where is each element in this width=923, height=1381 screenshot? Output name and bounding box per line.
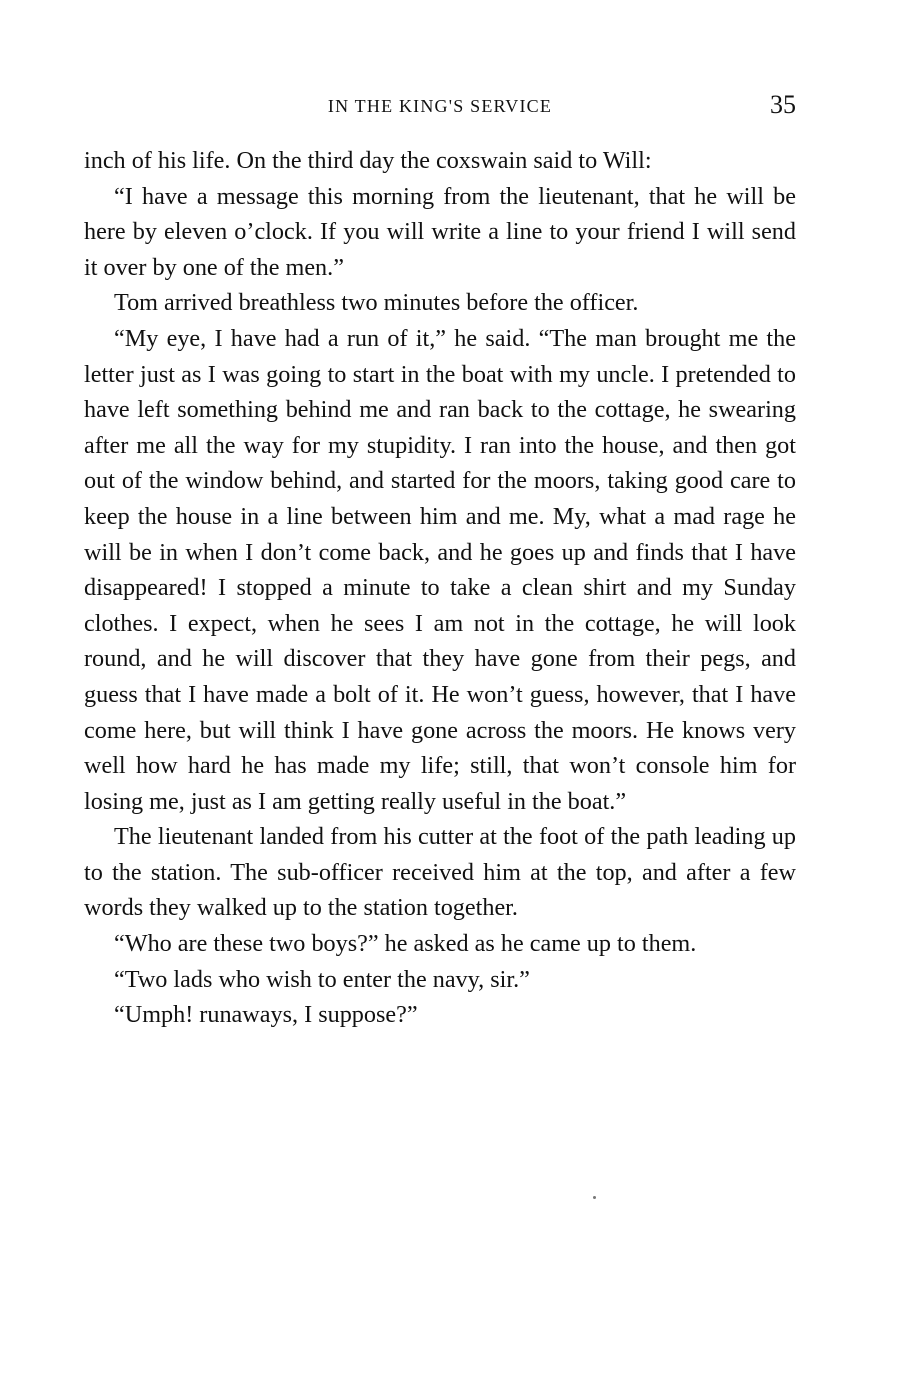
body-text — [84, 143, 796, 1033]
paragraph-tom-speech: “My eye, I have had a run of it,” he said. “The man brought me the letter just as I was going to start in the boat with my uncle. I pretended to have left something behind me and ran back to the cottage, he swearing after me all the way for my stupidity. I ran into the house, and then got out of the window behind, and started for the moors, taking good care to keep the house in a line between him and me. My, what a mad rage he will be in when I don’t come back, and he goes up and finds that I have disappeared! I stopped a minute to take a clean shirt and my Sunday clothes. I expect, when he sees I am not in the cottage, he will look round, and he will discover that they have gone from their pegs, and guess that I have made a bolt of it. He won’t guess, however, that I have come here, but will think I have gone across the moors. He knows very well how hard he has made my life; still, that won’t console him for losing me, just as I am getting really useful in the boat.” — [84, 324, 796, 815]
paragraph-lieutenant-lands: The lieutenant landed from his cutter at the foot of the path leading up to the station. The sub-officer received him at the top, and after a few words they walked up to the station together. — [84, 823, 796, 922]
running-title: IN THE KING'S SERVICE — [327, 96, 553, 116]
page-header — [84, 92, 796, 124]
paragraph-runaways: “Umph! runaways, I suppose?” — [114, 1001, 418, 1029]
paragraph-continuation: inch of his life. On the third day the coxswain said to Will: — [84, 147, 652, 174]
paragraph-tom-arrives: Tom arrived breathless two minutes before the officer. — [114, 289, 639, 317]
paragraph-question: “Who are these two boys?” he asked as he came up to them. — [114, 930, 697, 958]
page-number: 35 — [770, 90, 796, 119]
paragraph-answer: “Two lads who wish to enter the navy, sir.” — [114, 965, 530, 993]
print-speck — [593, 1196, 596, 1199]
paragraph-coxswain-message: “I have a message this morning from the lieutenant, that he will be here by eleven o’clock. If you will write a line to your friend I will send it over by one of the men.” — [84, 182, 796, 281]
